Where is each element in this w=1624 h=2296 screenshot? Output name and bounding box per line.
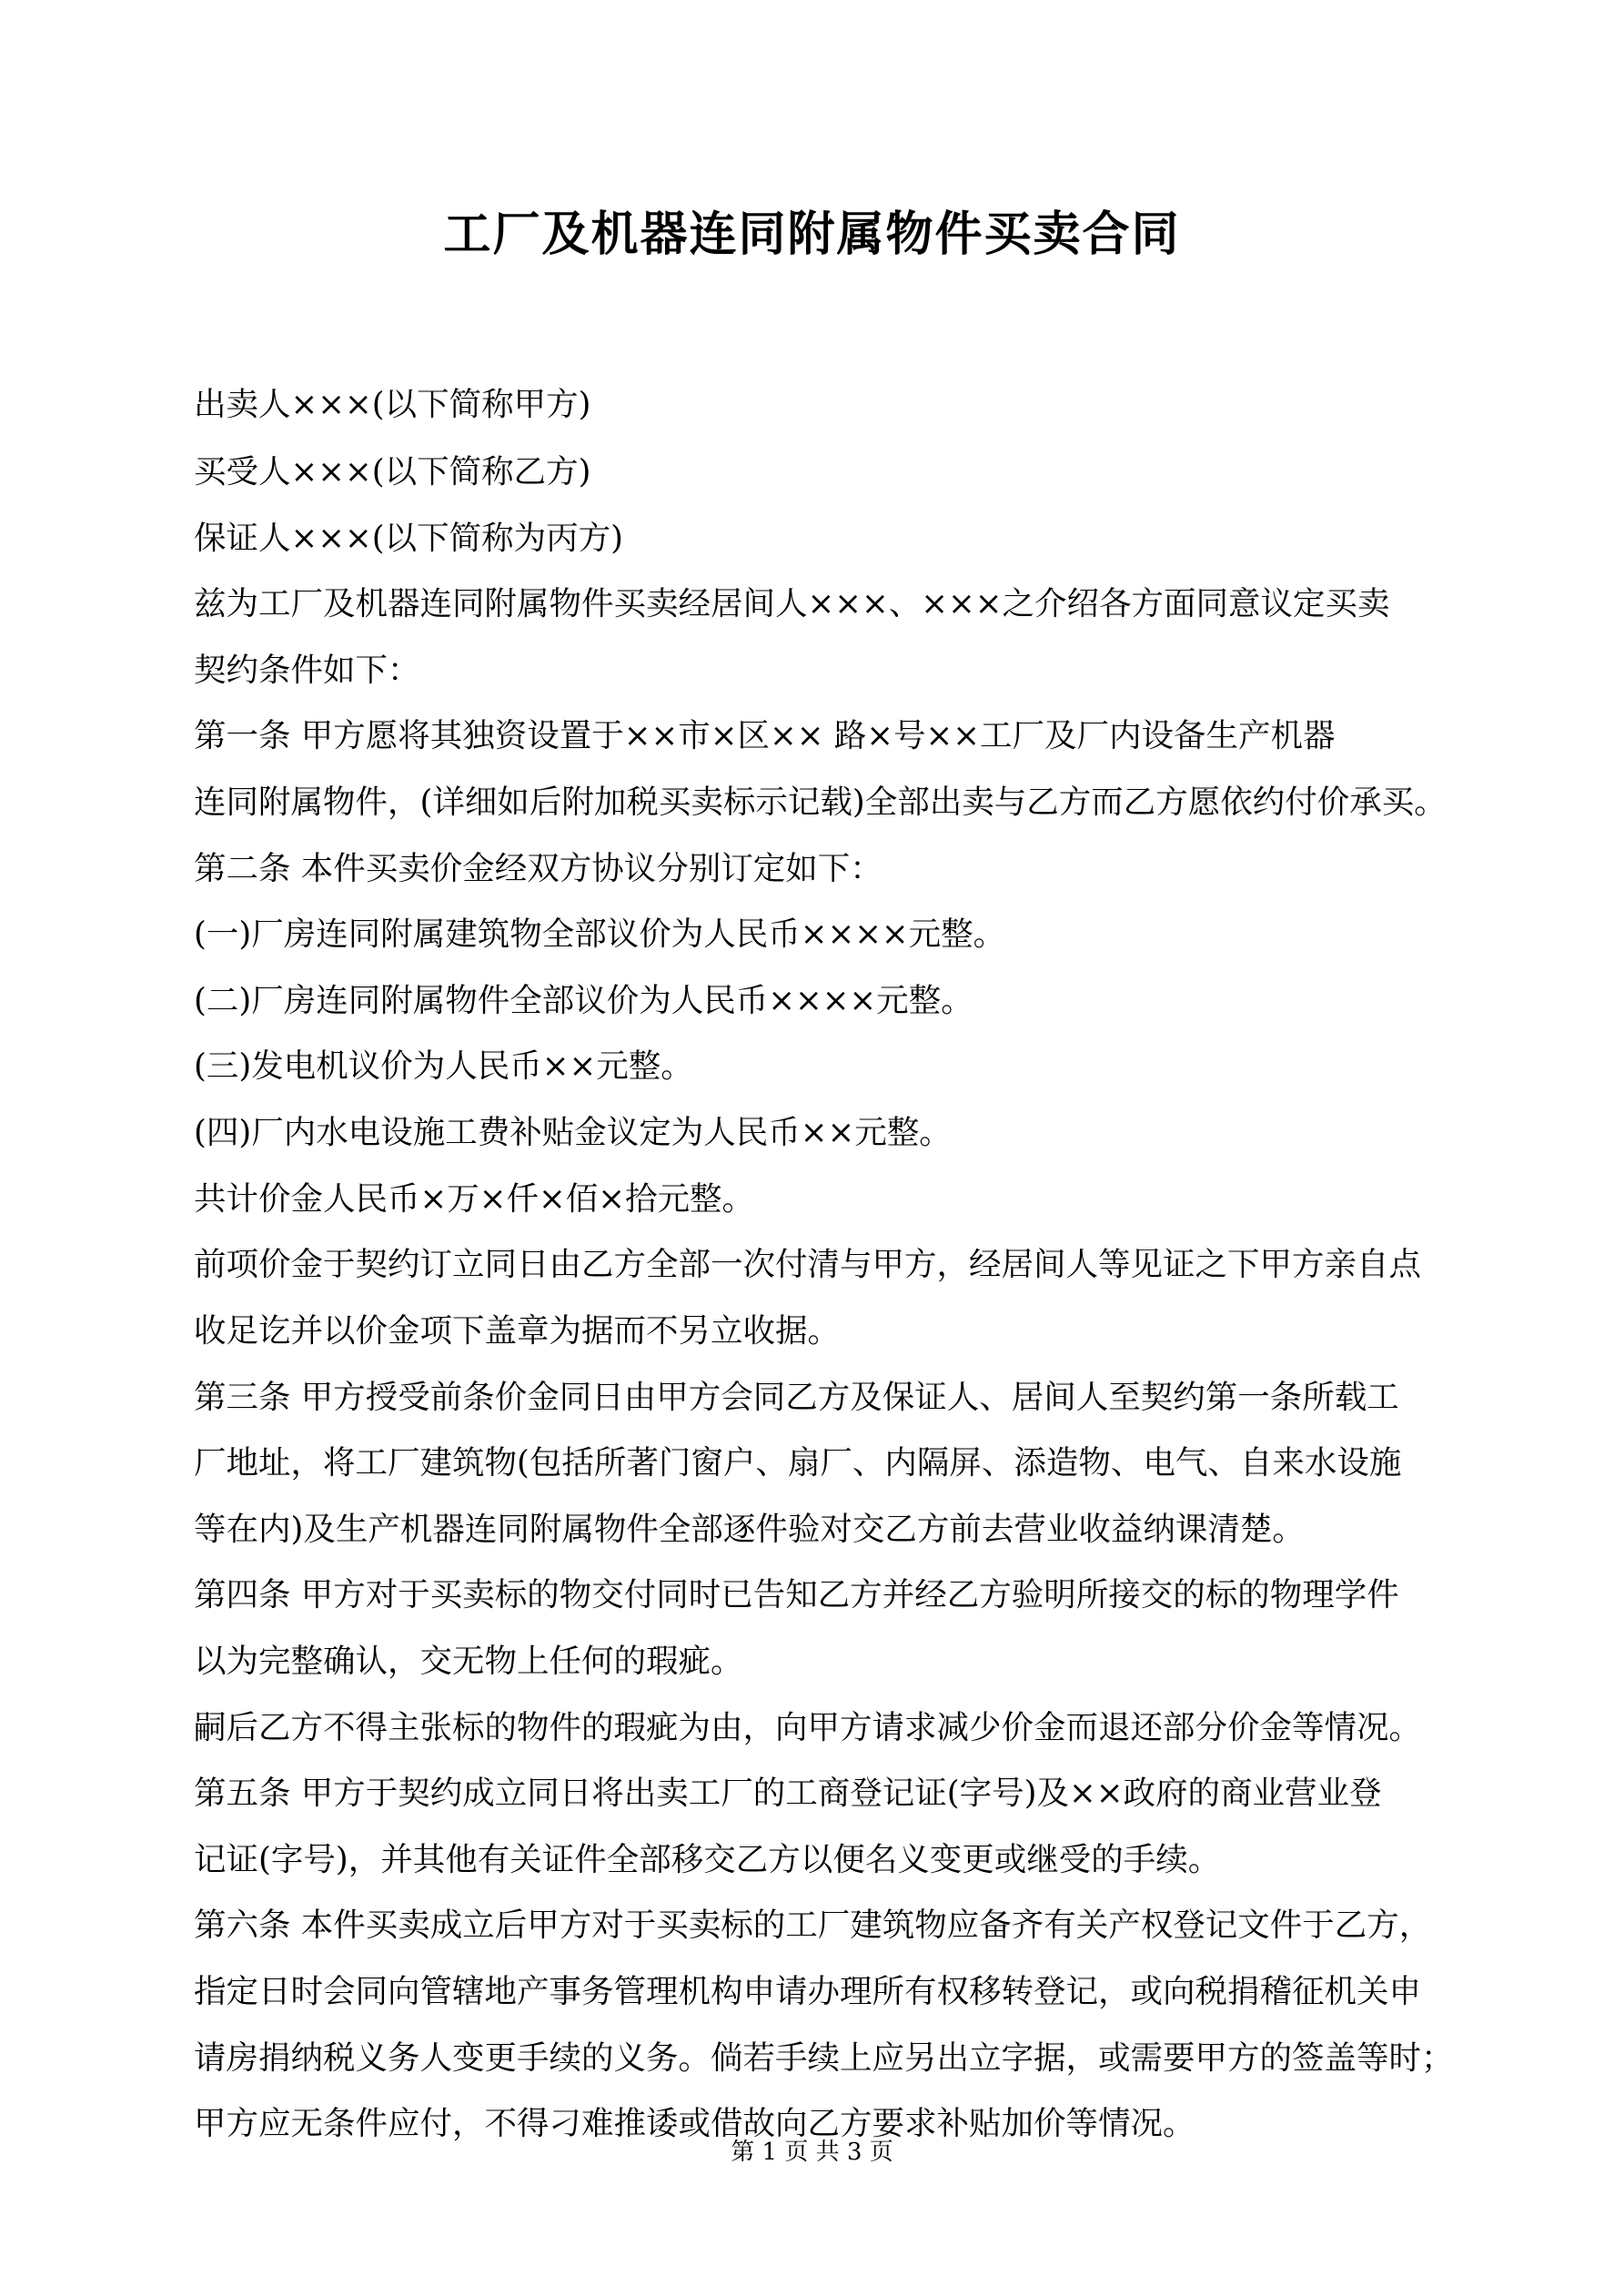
- text-line: 请房捐纳税义务人变更手续的义务。倘若手续上应另出立字据，或需要甲方的签盖等时；: [194, 2039, 1454, 2077]
- document-title: 工厂及机器连同附属物件买卖合同: [443, 207, 1181, 262]
- text-line: 嗣后乙方不得主张标的物件的瑕疵为由，向甲方请求减少价金而退还部分价金等情况。: [194, 1709, 1422, 1746]
- text-line: 契约条件如下：: [194, 652, 420, 689]
- text-line: 收足讫并以价金项下盖章为据而不另立收据。: [194, 1312, 841, 1350]
- text-line: 第二条 本件买卖价金经双方协议分别订定如下：: [194, 850, 883, 887]
- text-line: 第四条 甲方对于买卖标的物交付同时已告知乙方并经乙方验明所接交的标的物理学件: [194, 1576, 1399, 1613]
- text-line: 等在内)及生产机器连同附属物件全部逐件验对交乙方前去营业收益纳课清楚。: [194, 1511, 1305, 1548]
- text-line: 第一条 甲方愿将其独资设置于××市×区×× 路×号××工厂及厂内设备生产机器: [194, 717, 1336, 754]
- text-line: (四)厂内水电设施工费补贴金议定为人民币××元整。: [194, 1114, 952, 1151]
- text-line: 第六条 本件买卖成立后甲方对于买卖标的工厂建筑物应备齐有关产权登记文件于乙方，: [194, 1907, 1432, 1944]
- text-line: 出卖人×××(以下简称甲方): [194, 386, 591, 423]
- text-line: 兹为工厂及机器连同附属物件买卖经居间人×××、×××之介绍各方面同意议定买卖: [194, 585, 1390, 622]
- text-line: (三)发电机议价为人民币××元整。: [194, 1047, 693, 1085]
- text-line: 共计价金人民币×万×仟×佰×拾元整。: [194, 1180, 754, 1218]
- text-line: 以为完整确认，交无物上任何的瑕疵。: [194, 1643, 743, 1680]
- text-line: (一)厂房连同附属建筑物全部议价为人民币××××元整。: [194, 915, 1006, 953]
- text-line: 连同附属物件，(详细如后附加税买卖标示记载)全部出卖与乙方而乙方愿依约付价承买。: [194, 784, 1447, 821]
- page-number-footer: 第 1 页 共 3 页: [731, 2139, 893, 2166]
- text-line: 第五条 甲方于契约成立同日将出卖工厂的工商登记证(字号)及××政府的商业营业登: [194, 1775, 1382, 1812]
- text-line: 记证(字号)，并其他有关证件全部移交乙方以便名义变更或继受的手续。: [194, 1841, 1221, 1878]
- text-line: 指定日时会同向管辖地产事务管理机构申请办理所有权移转登记，或向税捐稽征机关申: [194, 1973, 1422, 2010]
- text-line: 保证人×××(以下简称为丙方): [194, 520, 623, 557]
- text-line: 买受人×××(以下简称乙方): [194, 453, 591, 491]
- text-line: 甲方应无条件应付，不得刁难推诿或借故向乙方要求补贴加价等情况。: [194, 2105, 1195, 2142]
- text-line: 前项价金于契约订立同日由乙方全部一次付清与甲方，经居间人等见证之下甲方亲自点: [194, 1246, 1422, 1283]
- text-line: 第三条 甲方授受前条价金同日由甲方会同乙方及保证人、居间人至契约第一条所载工: [194, 1379, 1399, 1416]
- text-line: (二)厂房连同附属物件全部议价为人民币××××元整。: [194, 982, 973, 1019]
- text-line: 厂地址，将工厂建筑物(包括所著门窗户、扇厂、内隔屏、添造物、电气、自来水设施: [194, 1444, 1402, 1482]
